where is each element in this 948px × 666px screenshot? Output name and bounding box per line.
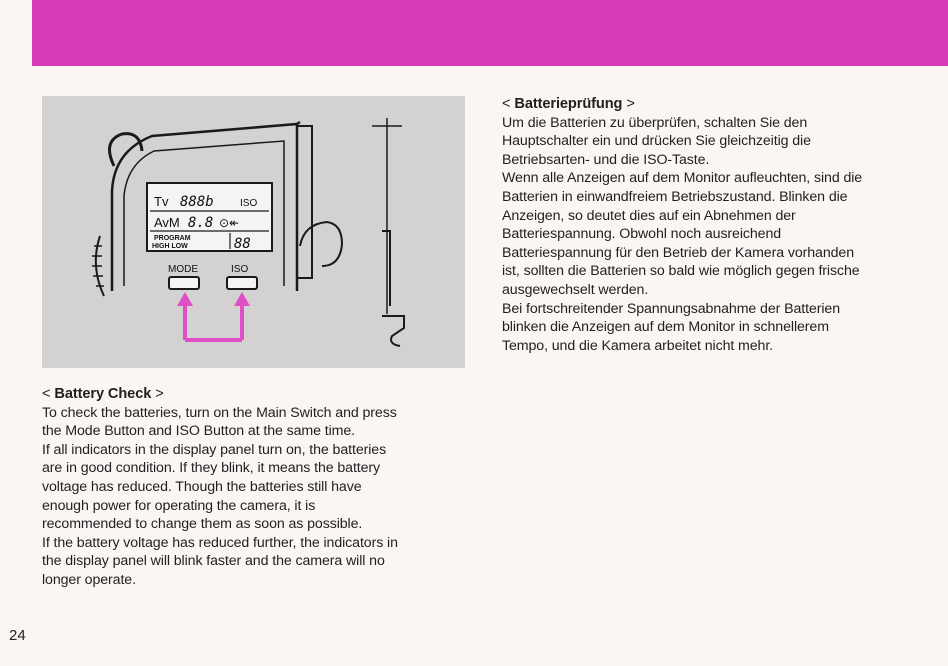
header-color-band xyxy=(32,0,948,66)
english-line: the Mode Button and ISO Button at the same time. xyxy=(42,423,356,440)
english-heading: < Battery Check > xyxy=(42,386,164,402)
german-line: ist, sollten die Batterien so bald wie möglich gegen frische xyxy=(502,263,860,280)
lcd-tv-label: Tv xyxy=(154,194,169,209)
camera-drawing xyxy=(42,96,465,368)
lcd-aperture-digits: 8.8 xyxy=(188,215,214,231)
german-heading: < Batterieprüfung > xyxy=(502,96,635,112)
lcd-iso-label: ISO xyxy=(240,198,258,209)
english-line: enough power for operating the camera, it is xyxy=(42,497,316,514)
lcd-iso-digits: 88 xyxy=(234,236,251,252)
german-line: Batterien in einwandfreiem Betriebszustand. Blinken die xyxy=(502,188,848,205)
english-heading-title: Battery Check xyxy=(54,386,152,402)
german-line: blinken die Anzeigen auf dem Monitor in schnellerem xyxy=(502,319,829,336)
english-line: the display panel will blink faster and the camera will no xyxy=(42,553,385,570)
lens-release-button xyxy=(300,222,342,266)
english-line: are in good condition. If they blink, it means the battery xyxy=(42,460,381,477)
english-line: longer operate. xyxy=(42,571,136,588)
lcd-high-low-label: HIGH LOW xyxy=(152,243,188,250)
iso-button-label: ISO xyxy=(231,264,249,275)
german-heading-title: Batterieprüfung xyxy=(514,96,623,112)
english-section xyxy=(42,385,472,590)
english-line: To check the batteries, turn on the Main Switch and press xyxy=(42,404,397,421)
german-section xyxy=(502,95,942,355)
english-line: recommended to change them as soon as possible. xyxy=(42,516,363,533)
lcd-avm-label: AvM xyxy=(154,215,180,230)
german-line: Batteriespannung. Obwohl noch ausreichend xyxy=(502,226,782,243)
german-line: Batteriespannung für den Betrieb der Kamera vorhanden xyxy=(502,244,854,261)
pointer-arrows xyxy=(185,300,242,340)
battery-indicator-icon: ⊙↞ xyxy=(219,216,240,230)
lcd-shutter-digits: 888b xyxy=(180,194,214,210)
arrow-head-mode xyxy=(177,292,193,306)
german-line: Betriebsarten- und die ISO-Taste. xyxy=(502,151,710,168)
german-line: Anzeigen, so deutet dies auf ein Abnehmen der xyxy=(502,207,796,224)
german-line: Tempo, und die Kamera arbeitet nicht mehr. xyxy=(502,337,774,354)
iso-button xyxy=(227,277,257,289)
german-line: Hauptschalter ein und drücken Sie gleichzeitig die xyxy=(502,133,811,150)
english-line: voltage has reduced. Though the batteries still have xyxy=(42,478,362,495)
german-line: Bei fortschreitender Spannungsabnahme der Batterien xyxy=(502,300,840,317)
arrow-head-iso xyxy=(234,292,250,306)
german-line: Um die Batterien zu überprüfen, schalten Sie den xyxy=(502,114,808,131)
camera-illustration xyxy=(42,96,465,368)
german-line: ausgewechselt werden. xyxy=(502,281,649,298)
mode-button-label: MODE xyxy=(168,264,198,275)
mode-button xyxy=(169,277,199,289)
english-line: If all indicators in the display panel turn on, the batteries xyxy=(42,441,387,458)
german-line: Wenn alle Anzeigen auf dem Monitor aufleuchten, sind die xyxy=(502,170,863,187)
english-line: If the battery voltage has reduced further, the indicators in xyxy=(42,534,398,551)
lcd-program-label: PROGRAM xyxy=(154,235,191,242)
page-number: 24 xyxy=(9,627,26,644)
